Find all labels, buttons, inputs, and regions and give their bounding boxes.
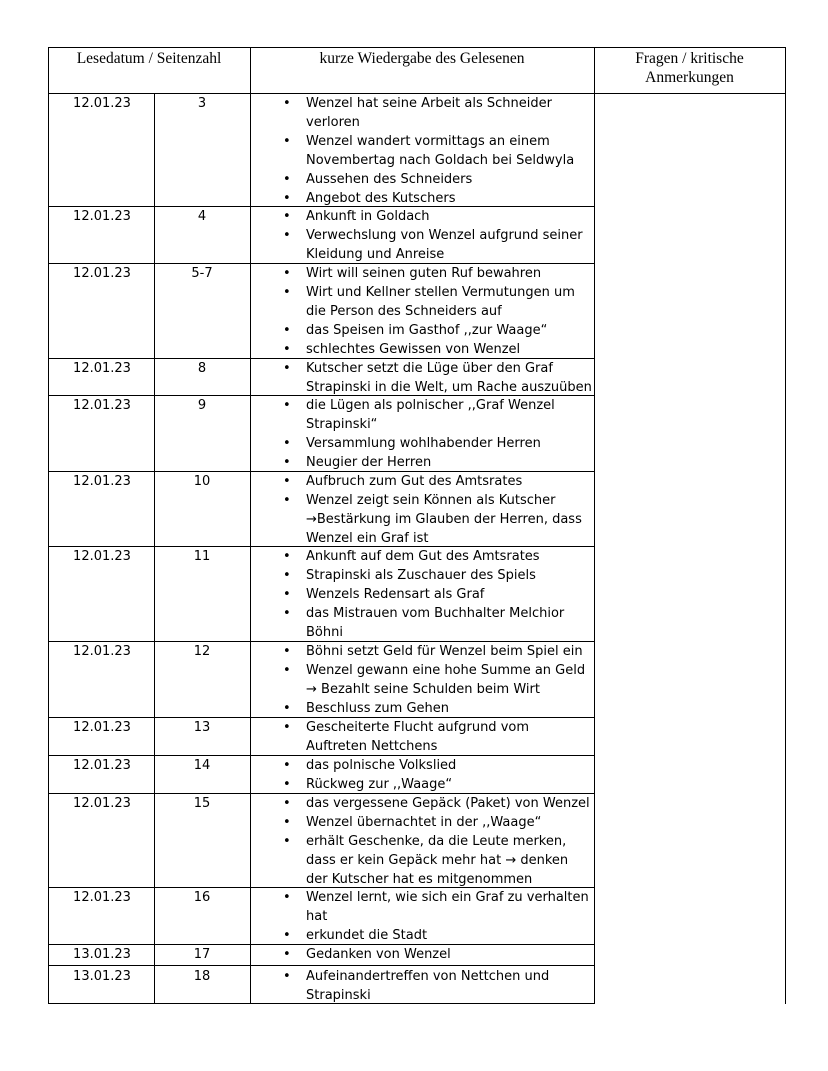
- header-questions-line1: Fragen / kritische: [635, 50, 744, 67]
- list-item: • das vergessene Gepäck (Paket) von Wenzel: [252, 794, 592, 813]
- list-item: • erkundet die Stadt: [252, 926, 592, 945]
- list-item: • das Speisen im Gasthof ,,zur Waage“: [252, 321, 592, 340]
- list-item: • Wenzel hat seine Arbeit als Schneider verloren: [252, 94, 592, 132]
- summary-list: [252, 547, 592, 642]
- list-item: • Aufeinandertreffen von Nettchen und Strapinski: [252, 967, 592, 1005]
- list-item: • Wirt will seinen guten Ruf bewahren: [252, 264, 592, 283]
- row-date: 12.01.23: [73, 474, 131, 489]
- row-page: 11: [193, 549, 211, 564]
- list-item: • schlechtes Gewissen von Wenzel: [252, 340, 592, 359]
- summary-list: [252, 888, 592, 945]
- list-item: • Wenzel lernt, wie sich ein Graf zu verhalten hat: [252, 888, 592, 926]
- summary-list: [252, 472, 592, 548]
- table-top-border: [48, 47, 786, 48]
- table-left-border: [48, 47, 49, 1004]
- row-date: 13.01.23: [73, 969, 131, 984]
- row-page: 4: [197, 209, 207, 224]
- summary-list: [252, 756, 592, 794]
- list-item: • Rückweg zur ,,Waage“: [252, 775, 592, 794]
- row-date: 12.01.23: [73, 266, 131, 281]
- summary-list: [252, 967, 592, 1005]
- list-item: • Wenzel übernachtet in der ,,Waage“: [252, 813, 592, 832]
- row-page: 3: [197, 96, 207, 111]
- list-item: • Wirt und Kellner stellen Vermutungen um die Person des Schneiders auf: [252, 283, 592, 321]
- row-separator: [48, 965, 595, 966]
- list-item-continuation: →Bestärkung im Glauben der Herren, dass Wenzel ein Graf ist: [306, 512, 582, 546]
- summary-list: [252, 642, 592, 718]
- list-item: • erhält Geschenke, da die Leute merken, dass er kein Gepäck mehr hat → denken der Kutscher hat es mitgenommen: [252, 832, 592, 889]
- list-item: • Strapinski als Zuschauer des Spiels: [252, 566, 592, 585]
- summary-list: [252, 794, 592, 889]
- list-item: • Böhni setzt Geld für Wenzel beim Spiel ein: [252, 642, 592, 661]
- list-item: • Beschluss zum Gehen: [252, 699, 592, 718]
- list-item: • Verwechslung von Wenzel aufgrund seiner Kleidung und Anreise: [252, 226, 592, 264]
- table-right-border: [785, 47, 786, 1004]
- row-date: 12.01.23: [73, 398, 131, 413]
- list-item-continuation: → Bezahlt seine Schulden beim Wirt: [306, 682, 540, 697]
- summary-list: [252, 718, 592, 756]
- list-item: • Wenzel zeigt sein Können als Kutscher: [252, 491, 592, 510]
- summary-list: [252, 94, 592, 208]
- list-item: • Versammlung wohlhabender Herren: [252, 434, 592, 453]
- col2-col3-divider: [594, 47, 595, 1004]
- row-date: 12.01.23: [73, 758, 131, 773]
- row-page: 10: [193, 474, 211, 489]
- row-page: 8: [197, 361, 207, 376]
- list-item: • die Lügen als polnischer ,,Graf Wenzel Strapinski“: [252, 396, 592, 434]
- row-page: 15: [193, 796, 211, 811]
- list-item: • Aussehen des Schneiders: [252, 170, 592, 189]
- header-summary: kurze Wiedergabe des Gelesenen: [319, 50, 525, 67]
- row-page: 14: [193, 758, 211, 773]
- summary-list: [252, 945, 592, 964]
- list-item: • Aufbruch zum Gut des Amtsrates: [252, 472, 592, 491]
- row-page: 13: [193, 720, 211, 735]
- col1-col2-divider: [250, 47, 251, 1004]
- list-item: • Wenzel gewann eine hohe Summe an Geld: [252, 661, 592, 680]
- row-date: 12.01.23: [73, 720, 131, 735]
- list-item: • das polnische Volkslied: [252, 756, 592, 775]
- list-item: • Gedanken von Wenzel: [252, 945, 592, 964]
- header-date-page: Lesedatum / Seitenzahl: [76, 50, 222, 67]
- date-page-divider: [154, 93, 155, 1004]
- list-item: • Kutscher setzt die Lüge über den Graf Strapinski in die Welt, um Rache auszuüben: [252, 359, 592, 397]
- row-date: 12.01.23: [73, 890, 131, 905]
- row-date: 12.01.23: [73, 209, 131, 224]
- summary-list: [252, 207, 592, 264]
- row-page: 12: [193, 644, 211, 659]
- summary-list: [252, 396, 592, 472]
- list-item: • Gescheiterte Flucht aufgrund vom Auftreten Nettchens: [252, 718, 592, 756]
- row-date: 12.01.23: [73, 96, 131, 111]
- row-page: 9: [197, 398, 207, 413]
- list-item: • Neugier der Herren: [252, 453, 592, 472]
- list-item: • das Mistrauen vom Buchhalter Melchior Böhni: [252, 604, 592, 642]
- row-page: 16: [193, 890, 211, 905]
- row-date: 13.01.23: [73, 947, 131, 962]
- row-page: 18: [193, 969, 211, 984]
- row-page: 5-7: [191, 266, 213, 281]
- row-date: 12.01.23: [73, 549, 131, 564]
- row-page: 17: [193, 947, 211, 962]
- row-date: 12.01.23: [73, 361, 131, 376]
- list-item: • Wenzel wandert vormittags an einem Novembertag nach Goldach bei Seldwyla: [252, 132, 592, 170]
- row-date: 12.01.23: [73, 796, 131, 811]
- list-item: • Ankunft in Goldach: [252, 207, 592, 226]
- list-item: • Angebot des Kutschers: [252, 189, 592, 208]
- summary-list: [252, 264, 592, 359]
- list-item: • Wenzels Redensart als Graf: [252, 585, 592, 604]
- header-questions-line2: Anmerkungen: [645, 69, 734, 86]
- row-date: 12.01.23: [73, 644, 131, 659]
- list-item: • Ankunft auf dem Gut des Amtsrates: [252, 547, 592, 566]
- summary-list: [252, 359, 592, 397]
